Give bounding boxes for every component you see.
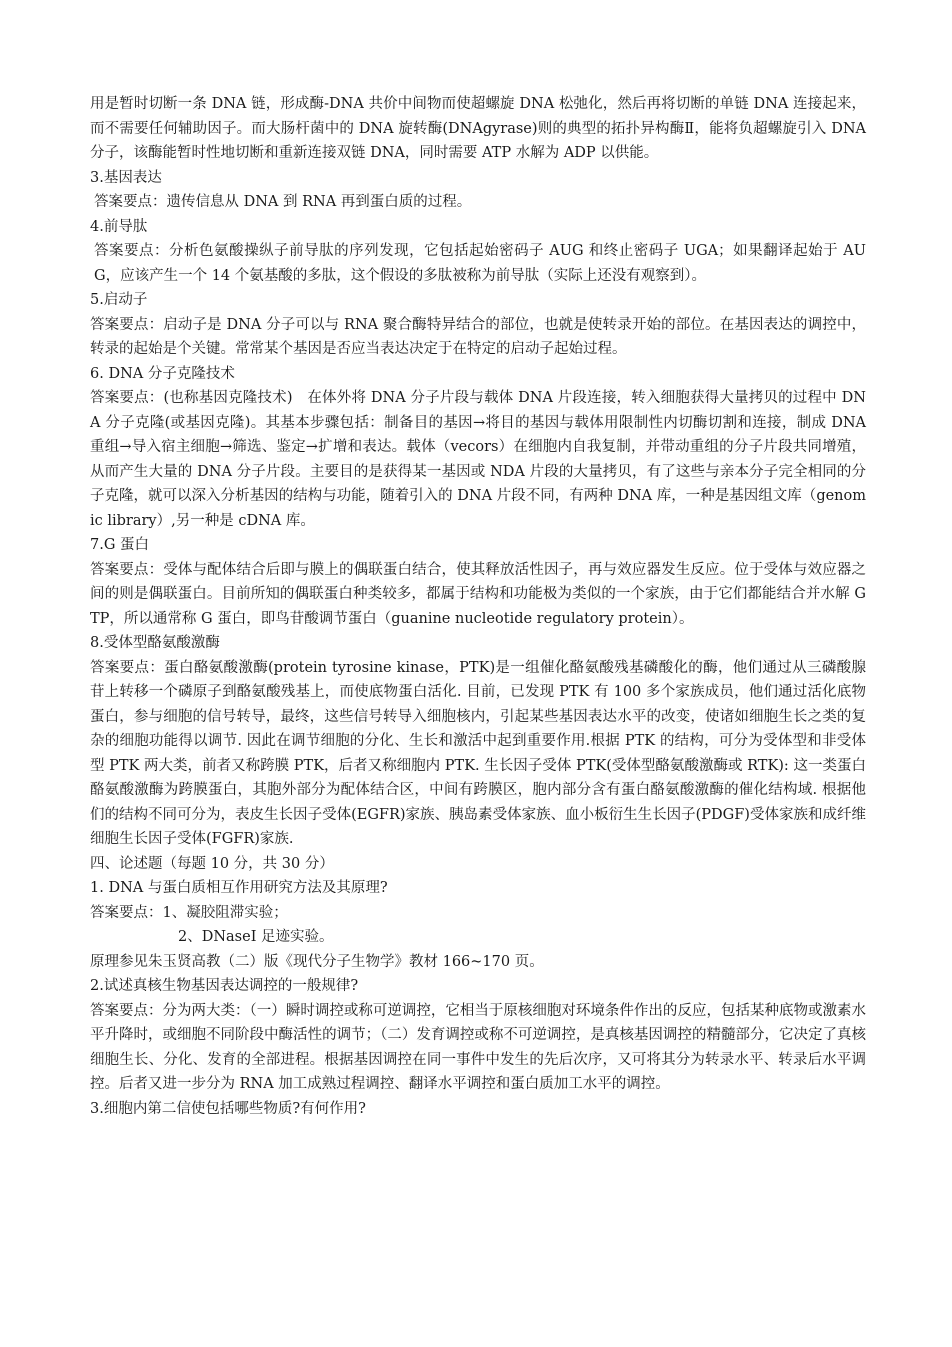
- answer-eukaryotic-gene-regulation: 答案要点：分为两大类：（一）瞬时调控或称可逆调控，它相当于原核细胞对环境条件作出的反应，包括某种底物或激素水平升降时，或细胞不同阶段中酶活性的调节；（二）发育调控或称不可逆调控，是真核基因调控的精髓部分，它决定了真核细胞生长、分化、发育的全部进程。根据基因调控在同一事件中发生的先后次序，又可将其分为转录水平、转录后水平调控。后者又进一步分为 RNA 加工成熟过程调控、翻译水平调控和蛋白质加工水平的调控。: [90, 1002, 866, 1092]
- question-second-messengers: 3.细胞内第二信使包括哪些物质?有何作用?: [90, 1100, 366, 1117]
- topoisomerase-continuation-paragraph: 用是暂时切断一条 DNA 链，形成酶-DNA 共价中间物而使超螺旋 DNA 松弛化，然后再将切断的单链 DNA 连接起来，而不需要任何辅助因子。而大肠杆菌中的 DNA 旋转酶(DNAgyrase)则的典型的拓扑异构酶Ⅱ，能将负超螺旋引入 DNA 分子，该酶能暂时性地切断和重新连接双链 DNA，同时需要 ATP 水解为 ADP 以供能。: [90, 96, 866, 161]
- heading-receptor-tyrosine-kinase: 8.受体型酪氨酸激酶: [90, 635, 220, 651]
- answer-dna-protein-interaction-2: 2、DNaseI 足迹实验。: [178, 929, 334, 945]
- answer-gene-expression: 答案要点：遗传信息从 DNA 到 RNA 再到蛋白质的过程。: [94, 194, 472, 210]
- answer-promoter: 答案要点：启动子是 DNA 分子可以与 RNA 聚合酶特异结合的部位，也就是使转录开始的部位。在基因表达的调控中，转录的起始是个关键。常常某个基因是否应当表达决定于在特定的启动子起始过程。: [90, 316, 866, 357]
- answer-g-protein: 答案要点：受体与配体结合后即与膜上的偶联蛋白结合，使其释放活性因子，再与效应器发生反应。位于受体与效应器之间的则是偶联蛋白。目前所知的偶联蛋白种类较多，都属于结构和功能极为类似的一个家族，由于它们都能结合并水解 GTP，所以通常称 G 蛋白，即鸟苷酸调节蛋白（guanine nucleotide regulatory protein）。: [90, 561, 866, 627]
- heading-leader-peptide: 4.前导肽: [90, 218, 148, 235]
- answer-leader-peptide: 答案要点：分析色氨酸操纵子前导肽的序列发现，它包括起始密码子 AUG 和终止密码子 UGA；如果翻译起始于 AUG，应该产生一个 14 个氨基酸的多肽，这个假设的多肽被称为前导肽（实际上还没有观察到）。: [94, 243, 866, 284]
- answer-receptor-tyrosine-kinase: 答案要点：蛋白酪氨酸激酶(protein tyrosine kinase，PTK)是一组催化酪氨酸残基磷酸化的酶，他们通过从三磷酸腺苷上转移一个磷原子到酪氨酸残基上，而使底物蛋白活化. 目前，已发现 PTK 有 100 多个家族成员，他们通过活化底物蛋白，参与细胞的信号转导，最终，这些信号转导入细胞核内，引起某些基因表达水平的改变，使诸如细胞生长之类的复杂的细胞功能得以调节. 因此在调节细胞的分化、生长和激活中起到重要作用.根据 PTK 的结构，可分为受体型和非受体型 PTK 两大类，前者又称跨膜 PTK，后者又称细胞内 PTK. 生长因子受体 PTK(受体型酪氨酸激酶或 RTK): 这一类蛋白酪氨酸激酶为跨膜蛋白，其胞外部分为配体结合区，中间有跨膜区，胞内部分含有蛋白酪氨酸激酶的催化结构域. 根据他们的结构不同可分为，表皮生长因子受体(EGFR)家族、胰岛素受体家族、血小板衍生生长因子(PDGF)受体家族和成纤维细胞生长因子受体(FGFR)家族.: [90, 659, 866, 847]
- answer-dna-protein-interaction-1: 答案要点：1、凝胶阻滞实验；: [90, 904, 288, 921]
- heading-gene-expression: 3.基因表达: [90, 169, 162, 186]
- answer-dna-cloning: 答案要点：(也称基因克隆技术) 在体外将 DNA 分子片段与载体 DNA 片段连接，转入细胞获得大量拷贝的过程中 DNA 分子克隆(或基因克隆)。其基本步骤包括：制备目的基因→将目的基因与载体用限制性内切酶切割和连接，制成 DNA 重组→导入宿主细胞→筛选、鉴定→扩增和表达。载体（vecors）在细胞内自我复制，并带动重组的分子片段共同增殖，从而产生大量的 DNA 分子片段。主要目的是获得某一基因或 NDA 片段的大量拷贝，有了这些与亲本分子完全相同的分子克隆，就可以深入分析基因的结构与功能，随着引入的 DNA 片段不同，有两种 DNA 库，一种是基因组文库（genomic library）,另一种是 cDNA 库。: [90, 390, 866, 529]
- section-heading-essay-questions: 四、论述题（每题 10 分，共 30 分）: [90, 855, 334, 872]
- heading-g-protein: 7.G 蛋白: [90, 537, 150, 553]
- answer-dna-protein-interaction-reference: 原理参见朱玉贤高教（二）版《现代分子生物学》教材 166~170 页。: [90, 953, 544, 970]
- question-dna-protein-interaction: 1. DNA 与蛋白质相互作用研究方法及其原理?: [90, 880, 388, 896]
- heading-promoter: 5.启动子: [90, 292, 148, 308]
- heading-dna-cloning: 6. DNA 分子克隆技术: [90, 365, 235, 382]
- document-page: [90, 92, 866, 1121]
- question-eukaryotic-gene-regulation: 2.试述真核生物基因表达调控的一般规律?: [90, 978, 359, 994]
